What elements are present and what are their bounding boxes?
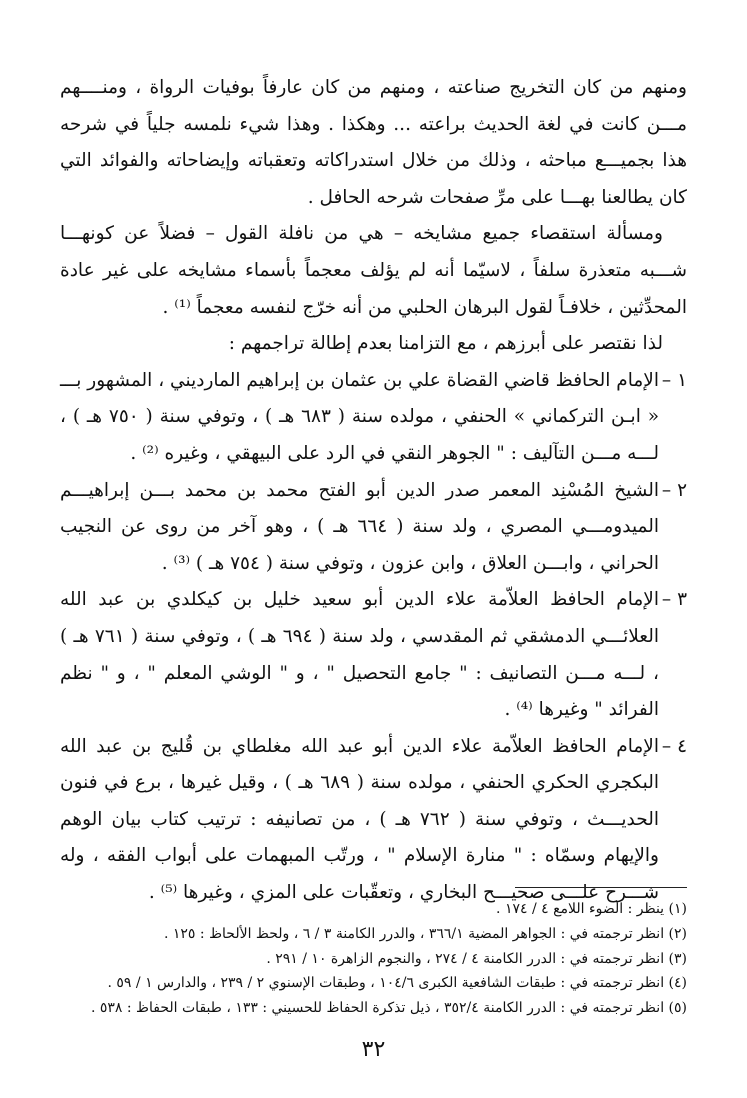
intro-paragraph: ومنهم من كان التخريج صناعته ، ومنهم من كان عارفاً بوفيات الرواة ، ومنــــهم مـــن كانت في لغة الحديث براعته ... وهكذا . وهذا شيء نلمسه جلياً في شرحه هذا بجميـــع مباحثه ، وذلك من خلال استدراكاته وتعقباته وإيضاحاته والفوائد التي كان يطالعنا بهـــا على مرِّ صفحات شرحه الحافل . bbox=[60, 77, 687, 208]
entry-text: الإمام الحافظ قاضي القضاة علي بن عثمان بن إبراهيم المارديني ، المشهور بـــ « ابـن التركماني » الحنفي ، مولده سنة ( ٦٨٣ هـ ) ، وتوفي سنة ( ٧٥٠ هـ ) ، لـــه مـــن التآليف : " الجوهر النقي في الرد على البيهقي ، وغيره ⁽²⁾ . bbox=[60, 369, 660, 464]
entry-number: ٣ – bbox=[661, 589, 687, 611]
scholar-entry-3 bbox=[60, 582, 687, 728]
footnote-2: (٢) انظر ترجمته في : الجواهر المضية ٣٦٦/١ ، والدرر الكامنة ٣ / ٦ ، ولحظ الألحاظ : ١٢٥ . bbox=[163, 925, 687, 942]
list-intro: لذا نقتصر على أبرزهم ، مع التزامنا بعدم إطالة تراجمهم : bbox=[228, 333, 663, 355]
scholars-list bbox=[60, 363, 687, 912]
scholar-entry-4 bbox=[60, 729, 687, 912]
footnote-1: (١) ينظر : الضوء اللامع ٤ / ١٧٤ . bbox=[496, 901, 687, 917]
entry-number: ٢ – bbox=[661, 479, 687, 501]
footnote-4: (٤) انظر ترجمته في : طبقات الشافعية الكبرى ١٠٤/٦ ، وطبقات الإسنوي ٢ / ٢٣٩ ، والدارس ١ / ٥٩ . bbox=[107, 975, 687, 992]
page-body bbox=[60, 70, 687, 912]
entry-number: ١ – bbox=[661, 369, 687, 391]
entry-text: الشيخ المُسْنِد المعمر صدر الدين أبو الفتح محمد بن محمد بـــن إبراهيـــم الميدومـــي المصري ، ولد سنة ( ٦٦٤ هـ ) ، وهو آخر من روى عن النجيب الحراني ، وابـــن العلاق ، وابن عزون ، وتوفي سنة ( ٧٥٤ هـ ) ⁽³⁾ . bbox=[60, 479, 659, 574]
entry-text: الإمام الحافظ العلاّمة علاء الدين أبو سعيد خليل بن كيكلدي بن عبد الله العلائـــي الدمشقي ثم المقدسي ، ولد سنة ( ٦٩٤ هـ ) ، وتوفي سنة ( ٧٦١ هـ ) ، لـــه مـــن التصانيف : " جامع التحصيل " ، و " الوشي المعلم " ، و " نظم الفرائد " وغيرها ⁽⁴⁾ . bbox=[60, 589, 660, 721]
main-text bbox=[60, 70, 687, 912]
footnotes-list bbox=[60, 897, 687, 1021]
page-number: ٣٢ bbox=[361, 1037, 386, 1062]
scholar-entry-2 bbox=[60, 473, 687, 583]
entry-number: ٤ – bbox=[661, 735, 687, 757]
footnote-3: (٣) انظر ترجمته في : الدرر الكامنة ٤ / ٢٧٤ ، والنجوم الزاهرة ١٠ / ٢٩١ . bbox=[266, 950, 687, 967]
footnote-divider bbox=[515, 887, 687, 888]
scholar-entry-1 bbox=[60, 363, 687, 473]
footnote-5: (٥) انظر ترجمته في : الدرر الكامنة ٣٥٢/٤ ، ذيل تذكرة الحفاظ للحسيني : ١٣٣ ، طبقات الحفاظ : ٥٣٨ . bbox=[90, 1000, 687, 1017]
entry-text: الإمام الحافظ العلاّمة علاء الدين أبو عبد الله مغلطاي بن قُليج بن عبد الله البكجري الحكري الحنفي ، مولده سنة ( ٦٨٩ هـ ) ، وقيل غيرها ، برع في فنون الحديـــث ، وتوفي سنة ( ٧٦٢ هـ ) ، من تصانيفه : ترتيب كتاب بيان الوهم والإيهام وسمّاه : " منارة الإسلام " ، ورتّب المبهمات على أبواب الفقه ، وله شـــرح علـــى صحيـــح البخاري ، وتعقّبات على المزي ، وغيرها ⁽⁵⁾ . bbox=[60, 735, 659, 904]
teachers-paragraph: ومسألة استقصاء جميع مشايخه – هي من نافلة القول – فضلاً عن كونهـــا شـــبه متعذرة سلفاً ، لاسيّما أنه لم يؤلف معجماً بأسماء مشايخه على غير عادة المحدِّثين ، خلافـاً لقول البرهان الحلبي من أنه خرّج لنفسه معجماً ⁽¹⁾ . bbox=[60, 223, 687, 318]
